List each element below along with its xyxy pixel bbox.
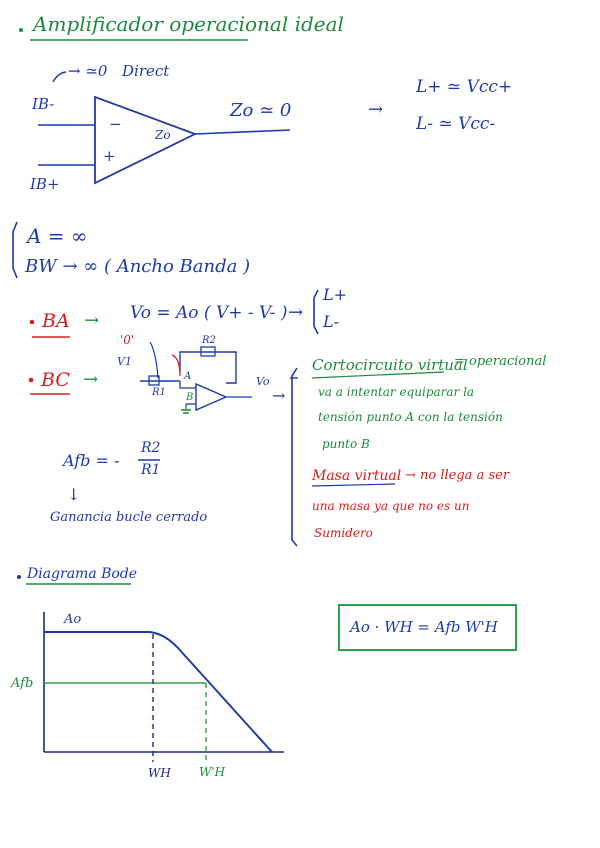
bode-title: Diagrama Bode <box>27 566 138 582</box>
gain-down-arrow: ↓ <box>67 485 81 504</box>
bc-zero-label: '0' <box>120 333 135 347</box>
opamp-minus-sign: − <box>109 115 122 133</box>
masa-text2: una masa ya que no es un <box>312 499 470 513</box>
l-plus-eq: L+ ≃ Vcc+ <box>416 77 513 97</box>
ba-equation: Vo = Ao ( V+ - V- ) <box>130 303 288 323</box>
cortocircuito-text2: va a intentar equiparar la <box>318 385 475 399</box>
opamp-plus-sign: + <box>103 147 116 165</box>
bandwidth-product-formula: Ao · WH = Afb W'H <box>350 618 498 636</box>
cortocircuito-text4: punto B <box>322 437 370 451</box>
ba-arrow2: → <box>288 302 304 323</box>
bc-vo-label: Vo <box>256 375 270 388</box>
bc-node-a: A <box>184 371 192 382</box>
bc-r1-label: R1 <box>152 387 166 398</box>
output-impedance-eq: Zo ≃ 0 <box>230 100 292 121</box>
section1-title: Amplificador operacional ideal <box>33 12 344 36</box>
ib-minus-label: IB- <box>32 95 55 113</box>
ba-l-minus: L- <box>323 312 340 331</box>
bc-arrow2: → <box>272 386 286 405</box>
bc-label: BC <box>41 369 70 391</box>
bc-arrow: → <box>83 369 99 390</box>
cortocircuito-text1: = operacional <box>454 354 547 369</box>
gain-numerator: R2 <box>141 440 161 456</box>
opamp-zo-label: Zo <box>155 128 171 142</box>
bandwidth-infinite: BW → ∞ ( Ancho Banda ) <box>25 256 251 277</box>
cortocircuito-text3: tensión punto A con la tensión <box>318 410 503 424</box>
gain-lhs: Afb = - <box>63 451 120 470</box>
gain-denominator: R1 <box>141 462 161 478</box>
bc-node-b: B <box>186 392 194 403</box>
bc-r2-label: R2 <box>202 335 216 346</box>
output-arrow: → <box>368 99 384 120</box>
bode-wh2-label: W'H <box>199 765 226 779</box>
bode-ao-label: Ao <box>64 612 82 627</box>
bode-afb-label: Afb <box>11 676 34 691</box>
top-input-label: → ≃0 <box>68 62 108 80</box>
gain-caption: Ganancia bucle cerrado <box>50 510 208 525</box>
ba-label: BA <box>42 310 70 332</box>
direct-label: Direct <box>122 62 170 80</box>
ib-plus-label: IB+ <box>30 175 60 193</box>
masa-title: Masa virtual <box>312 468 402 484</box>
masa-text3: Sumidero <box>314 526 373 540</box>
ba-l-plus: L+ <box>323 285 348 304</box>
ba-arrow: → <box>84 310 100 331</box>
l-minus-eq: L- ≃ Vcc- <box>416 114 496 134</box>
bc-v1-label: V1 <box>117 355 132 368</box>
gain-infinite: A = ∞ <box>27 224 88 248</box>
cortocircuito-title: Cortocircuito virtual <box>312 356 468 374</box>
masa-text1: → no llega a ser <box>405 468 510 483</box>
bode-wh-label: WH <box>148 766 171 780</box>
